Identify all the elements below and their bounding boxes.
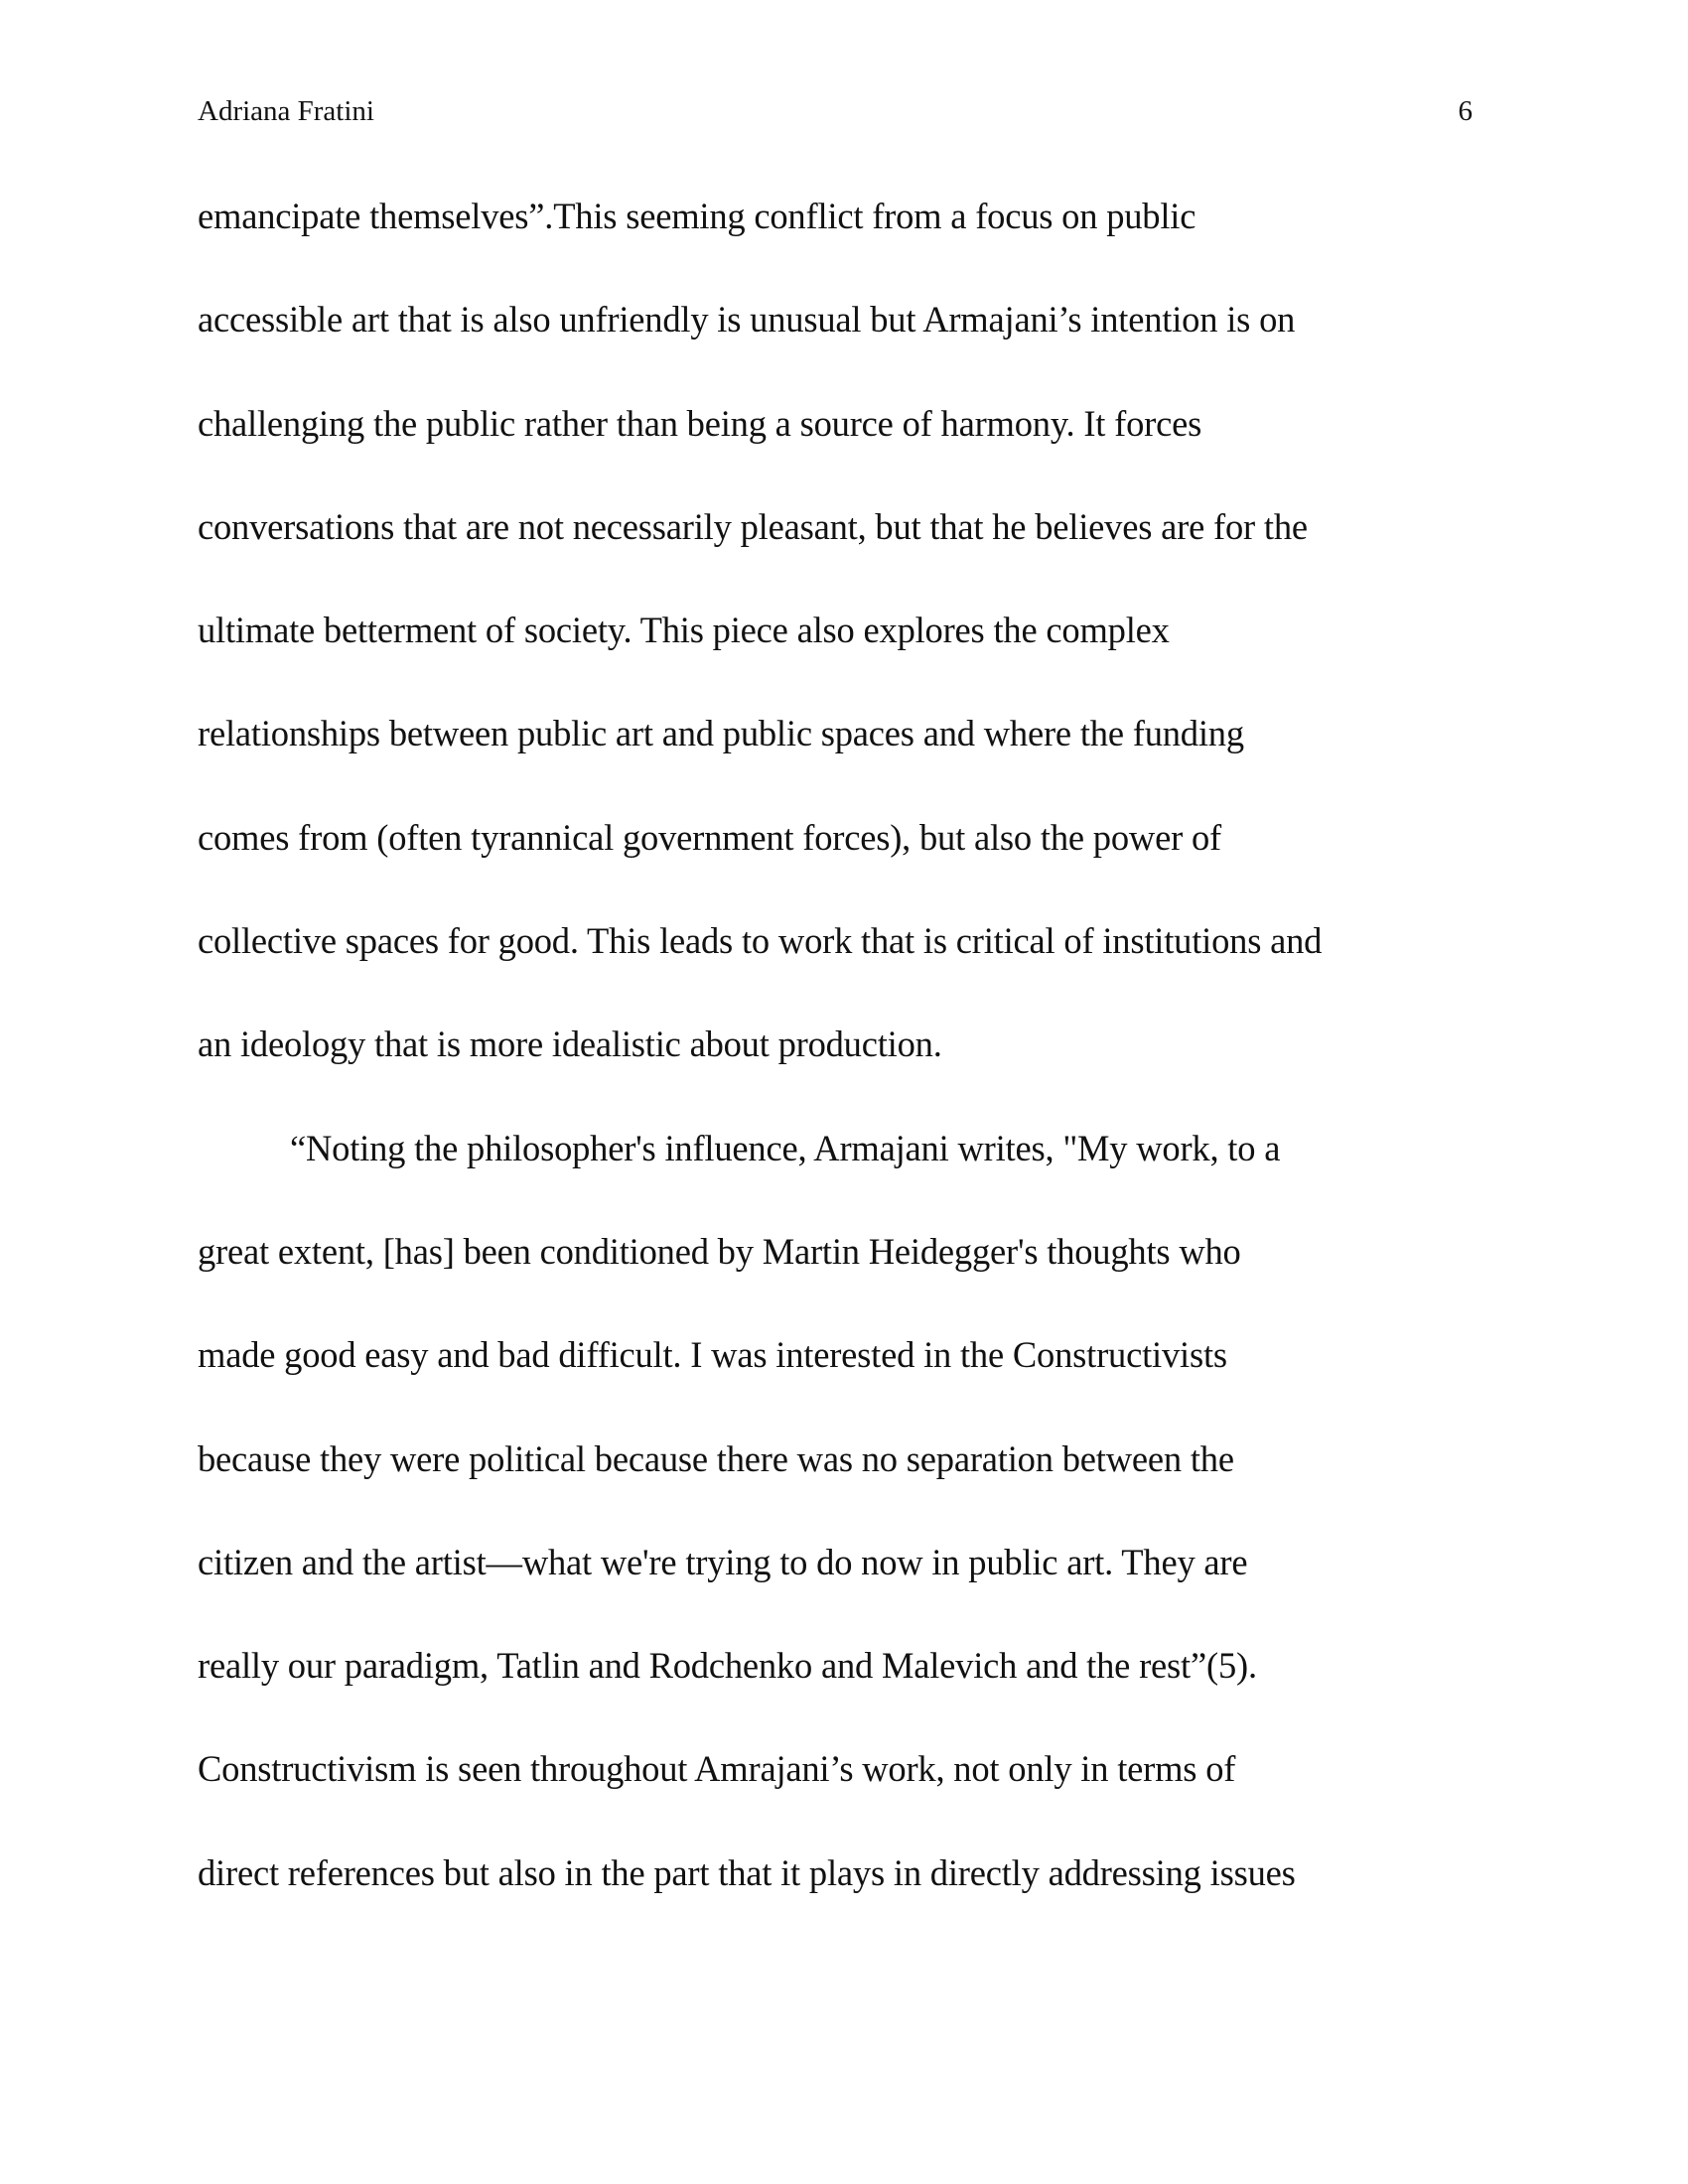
- text-line: ultimate betterment of society. This piece also explores the complex: [198, 610, 1170, 651]
- text-line: an ideology that is more idealistic about production.: [198, 1024, 942, 1065]
- body-text: [198, 165, 1488, 1925]
- text-line: Constructivism is seen throughout Amrajani’s work, not only in terms of: [198, 1748, 1236, 1790]
- text-line: made good easy and bad difficult. I was interested in the Constructivists: [198, 1334, 1227, 1376]
- page-header: [198, 91, 1473, 131]
- paragraph-start-line: “Noting the philosopher's influence, Armajani writes, "My work, to a: [290, 1127, 1281, 1168]
- text-line: citizen and the artist—what we're trying to do now in public art. They are: [198, 1541, 1248, 1582]
- text-line: accessible art that is also unfriendly is unusual but Armajani’s intention is on: [198, 299, 1296, 341]
- text-line: really our paradigm, Tatlin and Rodchenko and Malevich and the rest”(5).: [198, 1645, 1257, 1687]
- text-line: comes from (often tyrannical government forces), but also the power of: [198, 816, 1221, 858]
- text-line: conversations that are not necessarily pleasant, but that he believes are for the: [198, 505, 1308, 547]
- text-line: direct references but also in the part that it plays in directly addressing issues: [198, 1851, 1296, 1893]
- text-line: emancipate themselves”.This seeming conflict from a focus on public: [198, 196, 1196, 236]
- page-number: 6: [1458, 95, 1473, 127]
- header-author: Adriana Fratini: [198, 95, 374, 127]
- text-line: challenging the public rather than being a source of harmony. It forces: [198, 402, 1202, 444]
- text-line: collective spaces for good. This leads to work that is critical of institutions and: [198, 920, 1323, 962]
- text-line: because they were political because there was no separation between the: [198, 1437, 1234, 1479]
- text-line: relationships between public art and public spaces and where the funding: [198, 713, 1244, 754]
- text-line: great extent, [has] been conditioned by Martin Heidegger's thoughts who: [198, 1230, 1241, 1272]
